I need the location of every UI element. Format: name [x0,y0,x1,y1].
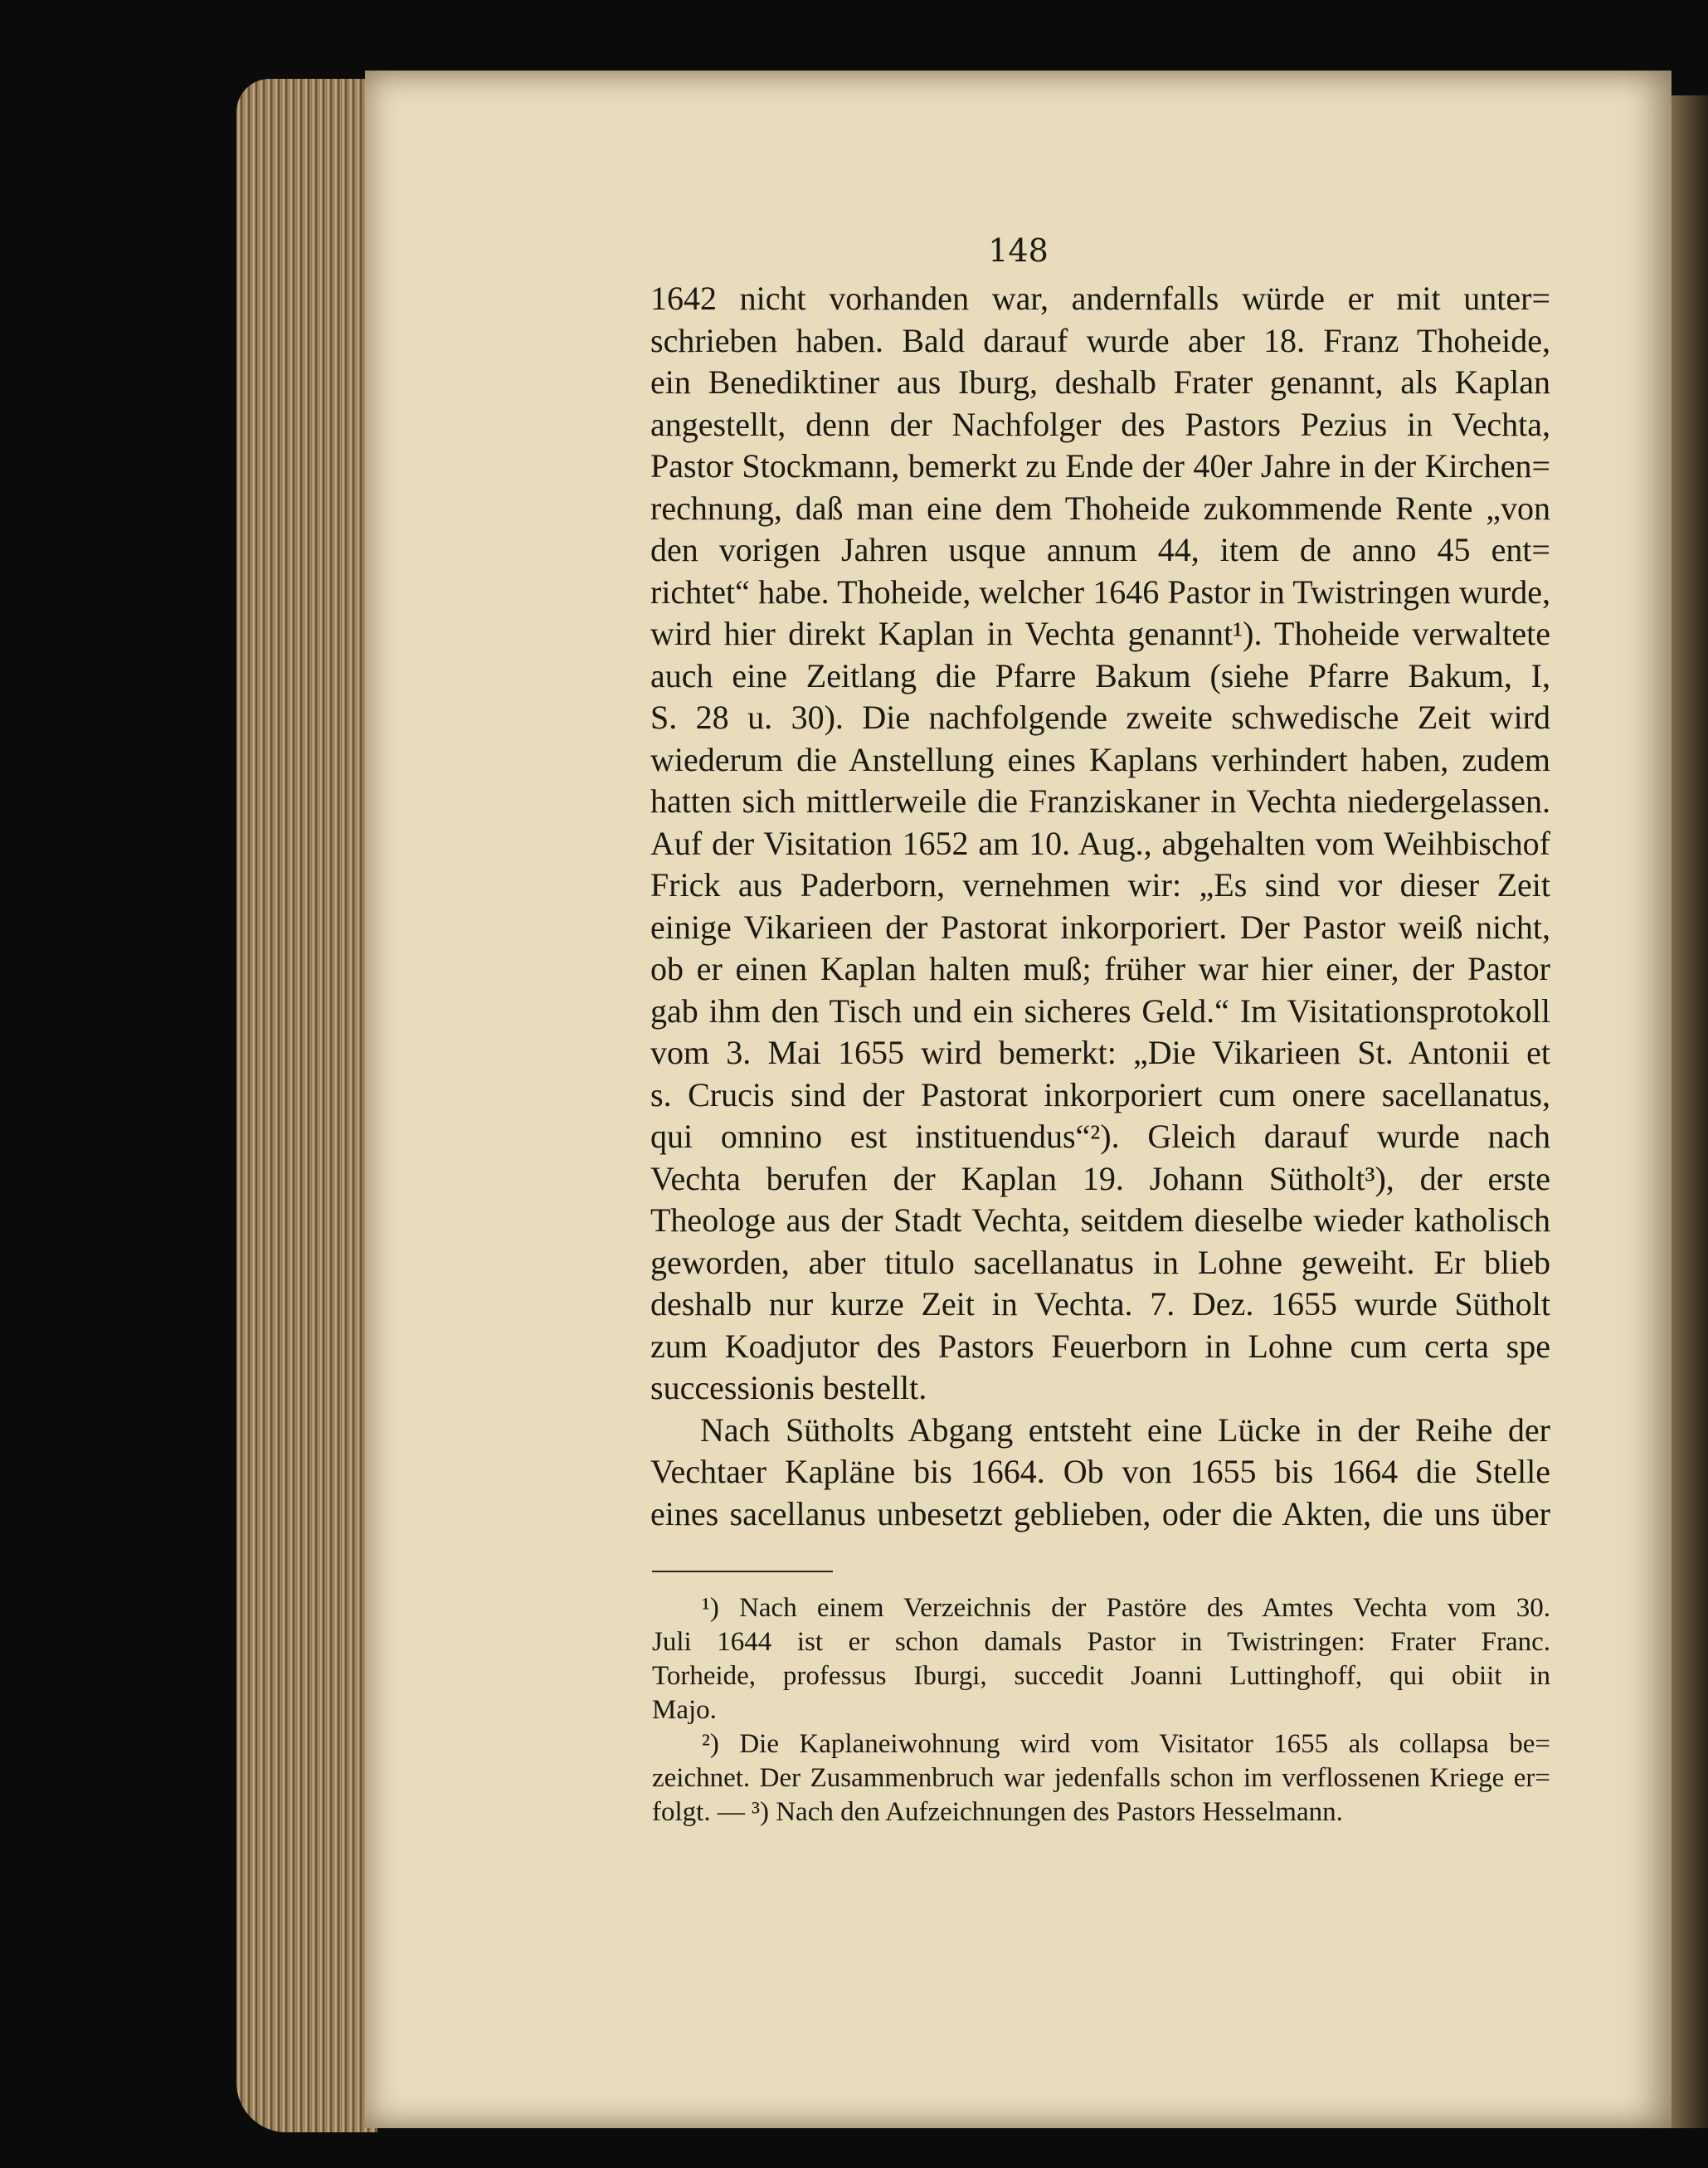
text-line: auch eine Zeitlang die Pfarre Bakum (siehe Pfarre Bakum, I, [650,656,1550,694]
text-line: rechnung, daß man eine dem Thoheide zukommende Rente „von [650,489,1550,527]
text-line: S. 28 u. 30). Die nachfolgende zweite schwedische Zeit wird [650,699,1550,736]
footnote-line: Majo. [652,1695,717,1725]
text-line: wird hier direkt Kaplan in Vechta genannt¹). Thoheide verwaltete [650,615,1550,652]
text-line: einige Vikarieen der Pastorat inkorporiert. Der Pastor weiß nicht, [650,908,1550,946]
footnote-line: Juli 1644 ist er schon damals Pastor in Twistringen: Frater Franc. [652,1627,1550,1657]
text-line: wiederum die Anstellung eines Kaplans verhindert haben, zudem [650,740,1550,778]
text-line: Frick aus Paderborn, vernehmen wir: „Es sind vor dieser Zeit [650,866,1550,904]
book-page-edges [236,79,377,2132]
text-line: qui omnino est instituendus“²). Gleich darauf wurde nach [650,1118,1550,1155]
footnote-separator [652,1571,833,1572]
text-line: Pastor Stockmann, bemerkt zu Ende der 40er Jahre in der Kirchen= [650,447,1550,485]
footnote-line: zeichnet. Der Zusammenbruch war jedenfalls schon im verflossenen Kriege er= [652,1763,1550,1793]
book-page [365,71,1672,2128]
text-line: s. Crucis sind der Pastorat inkorporiert cum onere sacellanatus, [650,1075,1550,1113]
footnote-line: Torheide, professus Iburgi, succedit Joanni Luttinghoff, qui obiit in [652,1661,1550,1691]
text-line: 1642 nicht vorhanden war, andernfalls würde er mit unter= [650,280,1550,317]
text-line: ob er einen Kaplan halten muß; früher war hier einer, der Pastor [650,950,1550,987]
text-line: successionis bestellt. [650,1369,927,1406]
text-line: ein Benediktiner aus Iburg, deshalb Frater genannt, als Kaplan [650,363,1550,401]
main-text [650,278,1550,1535]
page-number: 148 [988,232,1049,269]
text-line: geworden, aber titulo sacellanatus in Lohne geweiht. Er blieb [650,1243,1550,1281]
text-line: richtet“ habe. Thoheide, welcher 1646 Pastor in Twistringen wurde, [650,572,1550,611]
text-line: hatten sich mittlerweile die Franziskaner in Vechta niedergelassen. [650,782,1550,820]
text-line: deshalb nur kurze Zeit in Vechta. 7. Dez. 1655 wurde Sütholt [650,1285,1550,1323]
text-line: Auf der Visitation 1652 am 10. Aug., abgehalten vom Weihbischof [650,824,1550,862]
footnote-line: folgt. — ³) Nach den Aufzeichnungen des Pastors Hesselmann. [652,1797,1343,1827]
text-line: eines sacellanus unbesetzt geblieben, oder die Akten, die uns über [650,1494,1550,1532]
footnote-line: ²) Die Kaplaneiwohnung wird vom Visitator 1655 als collapsa be= [702,1729,1550,1759]
text-line: gab ihm den Tisch und ein sicheres Geld.“ Im Visitationsprotokoll [650,991,1550,1030]
facing-page-edge [1672,95,1708,2128]
text-line: Vechta berufen der Kaplan 19. Johann Sütholt³), der erste [650,1159,1550,1197]
text-line: Vechtaer Kapläne bis 1664. Ob von 1655 bis 1664 die Stelle [650,1453,1550,1490]
text-line: angestellt, denn der Nachfolger des Pastors Pezius in Vechta, [650,405,1550,443]
text-line: zum Koadjutor des Pastors Feuerborn in Lohne cum certa spe [650,1327,1550,1365]
footnote-line: ¹) Nach einem Verzeichnis der Pastöre des Amtes Vechta vom 30. [702,1593,1550,1623]
text-line: Theologe aus der Stadt Vechta, seitdem dieselbe wieder katholisch [650,1201,1550,1239]
text-line: den vorigen Jahren usque annum 44, item de anno 45 ent= [650,531,1550,568]
text-line: schrieben haben. Bald darauf wurde aber 18. Franz Thoheide, [650,321,1550,359]
text-line: Nach Sütholts Abgang entsteht eine Lücke in der Reihe der [700,1410,1550,1449]
text-line: vom 3. Mai 1655 wird bemerkt: „Die Vikarieen St. Antonii et [650,1034,1550,1071]
footnotes [652,1591,1550,1829]
